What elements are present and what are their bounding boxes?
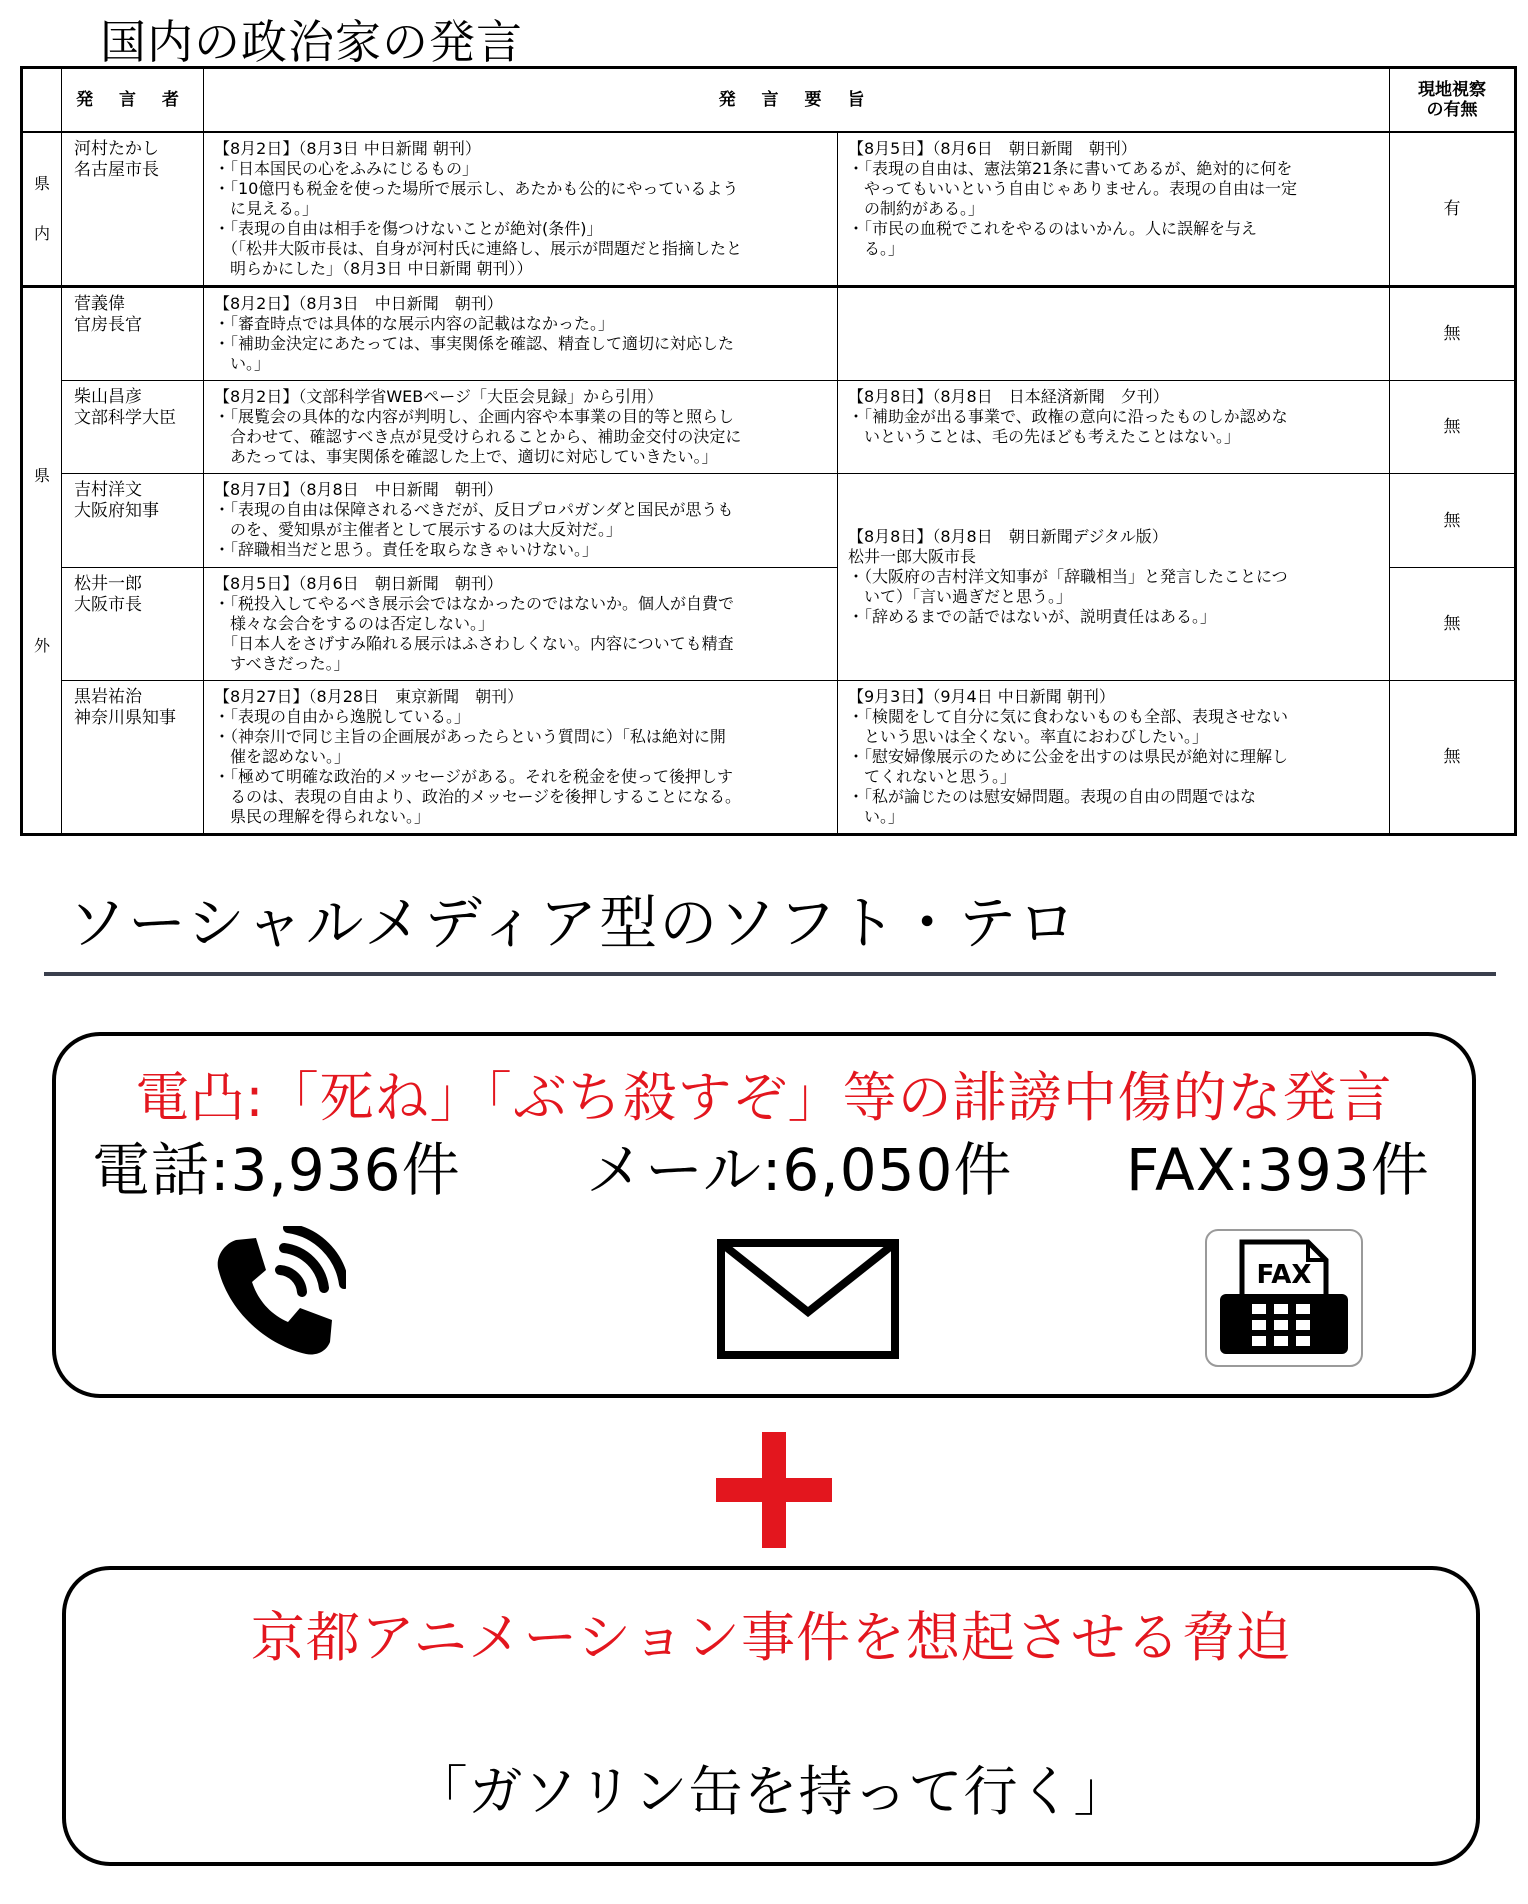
- phone-icon: [206, 1226, 346, 1370]
- quote-line: ・「表現の自由から逸脱している。」: [214, 707, 471, 726]
- quote-line: 【8月5日】（8月6日 朝日新聞 朝刊）: [214, 574, 503, 593]
- quote-line: い。」: [848, 807, 905, 826]
- quote-right: [838, 381, 1390, 474]
- quote-left: [204, 381, 838, 474]
- fax-icon-label: FAX: [1256, 1260, 1312, 1290]
- quote-right-empty: [838, 287, 1390, 381]
- visit-cell: 無: [1390, 568, 1516, 681]
- speaker-cell: [62, 568, 204, 681]
- threat-box: [62, 1566, 1480, 1866]
- visit-header-line2: の有無: [1426, 100, 1478, 120]
- region-char: 内: [33, 224, 50, 243]
- quote-line: いということは、毛の先ほども考えたことはない。」: [848, 427, 1241, 446]
- visit-cell: 無: [1390, 381, 1516, 474]
- quote-line: ・「辞めるまでの話ではないが、説明責任はある。」: [848, 607, 1217, 626]
- speaker-name: 河村たかし: [74, 139, 159, 159]
- table-row: [22, 681, 1516, 835]
- fax-icon: [1204, 1228, 1364, 1372]
- speaker-cell: [62, 132, 204, 287]
- quote-line: 合わせて、確認すべき点が見受けられることから、補助金交付の決定に: [214, 427, 742, 446]
- speaker-cell: [62, 381, 204, 474]
- visit-cell: 無: [1390, 681, 1516, 835]
- quote-line: ・「補助金が出る事業で、政権の意向に沿ったものしか認めな: [848, 407, 1288, 426]
- quote-line: ・「税投入してやるべき展示会ではなかったのではないか。個人が自費で: [214, 594, 735, 613]
- section-divider: [44, 972, 1496, 976]
- quote-line: ・「市民の血税でこれをやるのはいかん。人に誤解を与え: [848, 219, 1257, 238]
- summary-header: 発 言 要 旨: [204, 68, 1390, 133]
- quote-line: やってもいいという自由じゃありません。表現の自由は一定: [848, 179, 1297, 198]
- quote-line: ・「展覧会の具体的な内容が判明し、企画内容や本事業の目的等と照らし: [214, 407, 735, 426]
- region-header: [22, 68, 62, 133]
- quote-line: ・「慰安婦像展示のために公金を出すのは県民が絶対に理解し: [848, 747, 1289, 766]
- plus-icon: [716, 1432, 832, 1552]
- quote-line: に見える。」: [214, 199, 319, 218]
- quote-line: ・（大阪府の吉村洋文知事が「辞職相当」と発言したことにつ: [848, 567, 1288, 586]
- threat-headline: 京都アニメーション事件を想起させる脅迫: [250, 1606, 1292, 1669]
- table-row: [22, 287, 1516, 381]
- speaker-cell: [62, 474, 204, 568]
- quote-line: という思いは全くない。率直におわびしたい。」: [848, 727, 1209, 746]
- speaker-role: 大阪市長: [74, 595, 142, 615]
- quote-line: 【8月27日】（8月28日 東京新聞 朝刊）: [214, 687, 524, 706]
- quote-line: ・「表現の自由は相手を傷つけないことが絶対(条件)」: [214, 219, 603, 238]
- speaker-role: 大阪府知事: [74, 501, 159, 521]
- quote-line: い。」: [214, 354, 271, 373]
- quote-line: いて）「言い過ぎだと思う。」: [848, 587, 1073, 606]
- quote-line: 【8月2日】（8月3日 中日新聞 朝刊）: [214, 294, 503, 313]
- quote-left: [204, 287, 838, 381]
- quote-line: ・「審査時点では具体的な展示内容の記載はなかった。」: [214, 314, 615, 333]
- speaker-name: 吉村洋文: [74, 480, 142, 500]
- quote-line: すべきだった。」: [214, 654, 350, 673]
- quote-right-merged: [838, 474, 1390, 681]
- visit-header: [1390, 68, 1516, 133]
- harassment-calls-box: [52, 1032, 1476, 1398]
- speaker-header: 発 言 者: [62, 68, 204, 133]
- table-header-row: [22, 68, 1516, 133]
- quote-left: [204, 132, 838, 287]
- quote-line: あたっては、事実関係を確認した上で、適切に対応していきたい。」: [214, 447, 718, 466]
- speaker-cell: [62, 681, 204, 835]
- quote-line: 松井一郎大阪市長: [848, 547, 977, 566]
- quote-line: 【8月8日】（8月8日 朝日新聞デジタル版）: [848, 527, 1168, 546]
- quote-right: [838, 132, 1390, 287]
- table-row: [22, 474, 1516, 568]
- mail-icon: [716, 1238, 900, 1364]
- quote-line: る。」: [848, 239, 905, 258]
- speaker-role: 官房長官: [74, 315, 142, 335]
- quote-line: ・「極めて明確な政治的メッセージがある。それを税金を使って後押しす: [214, 767, 734, 786]
- quote-line: 県民の理解を得られない。」: [214, 807, 431, 826]
- quote-line: 【8月8日】（8月8日 日本経済新聞 夕刊）: [848, 387, 1169, 406]
- quote-line: ・「補助金決定にあたっては、事実関係を確認、精査して適切に対応した: [214, 334, 735, 353]
- quote-line: ・（神奈川で同じ主旨の企画展があったらという質問に）「私は絶対に開: [214, 727, 726, 746]
- mail-count: メール:6,050件: [586, 1136, 1013, 1204]
- speaker-role: 文部科学大臣: [74, 408, 176, 428]
- page-title: 国内の政治家の発言: [100, 15, 523, 69]
- fax-count: FAX:393件: [1126, 1136, 1430, 1204]
- speaker-name: 柴山昌彦: [74, 387, 142, 407]
- region-inside: [22, 132, 62, 287]
- quote-line: の制約がある。」: [848, 199, 985, 218]
- quote-line: ・「10億円も税金を使った場所で展示し、あたかも公的にやっているよう: [214, 179, 739, 198]
- quote-line: るのは、表現の自由より、政治的メッセージを後押しすることになる。: [214, 787, 742, 806]
- speaker-name: 黒岩祐治: [74, 687, 142, 707]
- quote-left: [204, 474, 838, 568]
- region-char: 外: [33, 635, 50, 655]
- quote-line: 【8月2日】（文部科学省WEBページ「大臣会見録」から引用）: [214, 387, 663, 406]
- quote-line: ・「私が論じたのは慰安婦問題。表現の自由の問題ではな: [848, 787, 1257, 806]
- quote-right: [838, 681, 1390, 835]
- table-row: [22, 381, 1516, 474]
- quote-line: ・「表現の自由は保障されるべきだが、反日プロパガンダと国民が思うも: [214, 500, 734, 519]
- quote-line: のを、愛知県が主催者として展示するのは大反対だ。」: [214, 520, 623, 539]
- quote-line: 様々な会合をするのは否定しない。」: [214, 614, 495, 633]
- quote-line: ・「表現の自由は、憲法第21条に書いてあるが、絶対的に何を: [848, 159, 1293, 178]
- quote-line: ・「辞職相当だと思う。責任を取らなきゃいけない。」: [214, 540, 599, 559]
- speaker-name: 菅義偉: [74, 294, 125, 314]
- quote-line: （「松井大阪市長は、自身が河村氏に連絡し、展示が問題だと指摘したと: [214, 239, 743, 258]
- quote-left: [204, 681, 838, 835]
- visit-cell: 無: [1390, 287, 1516, 381]
- quote-line: 明らかにした」（8月3日 中日新聞 朝刊））: [214, 259, 533, 278]
- table-row: [22, 132, 1516, 287]
- quote-line: ・「検閲をして自分に気に食わないものも全部、表現させない: [848, 707, 1289, 726]
- quote-line: てくれないと思う。」: [848, 767, 1017, 786]
- quote-line: 催を認めない。」: [214, 747, 351, 766]
- section-title: ソーシャルメディア型のソフト・テロ: [68, 889, 1079, 957]
- speaker-name: 松井一郎: [74, 574, 142, 594]
- visit-cell: 無: [1390, 474, 1516, 568]
- speaker-cell: [62, 287, 204, 381]
- quote-line: 「日本人をさげすみ陥れる展示はふさわしくない。内容についても精査: [214, 634, 734, 653]
- region-char: 県: [33, 465, 50, 485]
- visit-header-line1: 現地視察: [1418, 80, 1487, 100]
- speaker-role: 名古屋市長: [74, 160, 159, 180]
- quote-left: [204, 568, 838, 681]
- phone-count: 電話:3,936件: [92, 1136, 461, 1204]
- quote-line: 【8月7日】（8月8日 中日新聞 朝刊）: [214, 480, 503, 499]
- quote-line: 【9月3日】（9月4日 中日新聞 朝刊）: [848, 687, 1115, 706]
- visit-cell: 有: [1390, 132, 1516, 287]
- threat-quote: 「ガソリン缶を持って行く」: [413, 1760, 1129, 1823]
- politician-quotes-table: [20, 66, 1517, 836]
- region-char: 県: [33, 174, 50, 193]
- harassment-headline: 電凸:「死ね」「ぶち殺すぞ」等の誹謗中傷的な発言: [135, 1066, 1393, 1129]
- speaker-role: 神奈川県知事: [74, 708, 176, 728]
- region-outside: [22, 287, 62, 835]
- quote-line: 【8月2日】（8月3日 中日新聞 朝刊）: [214, 139, 481, 158]
- quote-line: 【8月5日】（8月6日 朝日新聞 朝刊）: [848, 139, 1137, 158]
- quote-line: ・「日本国民の心をふみにじるもの」: [214, 159, 479, 178]
